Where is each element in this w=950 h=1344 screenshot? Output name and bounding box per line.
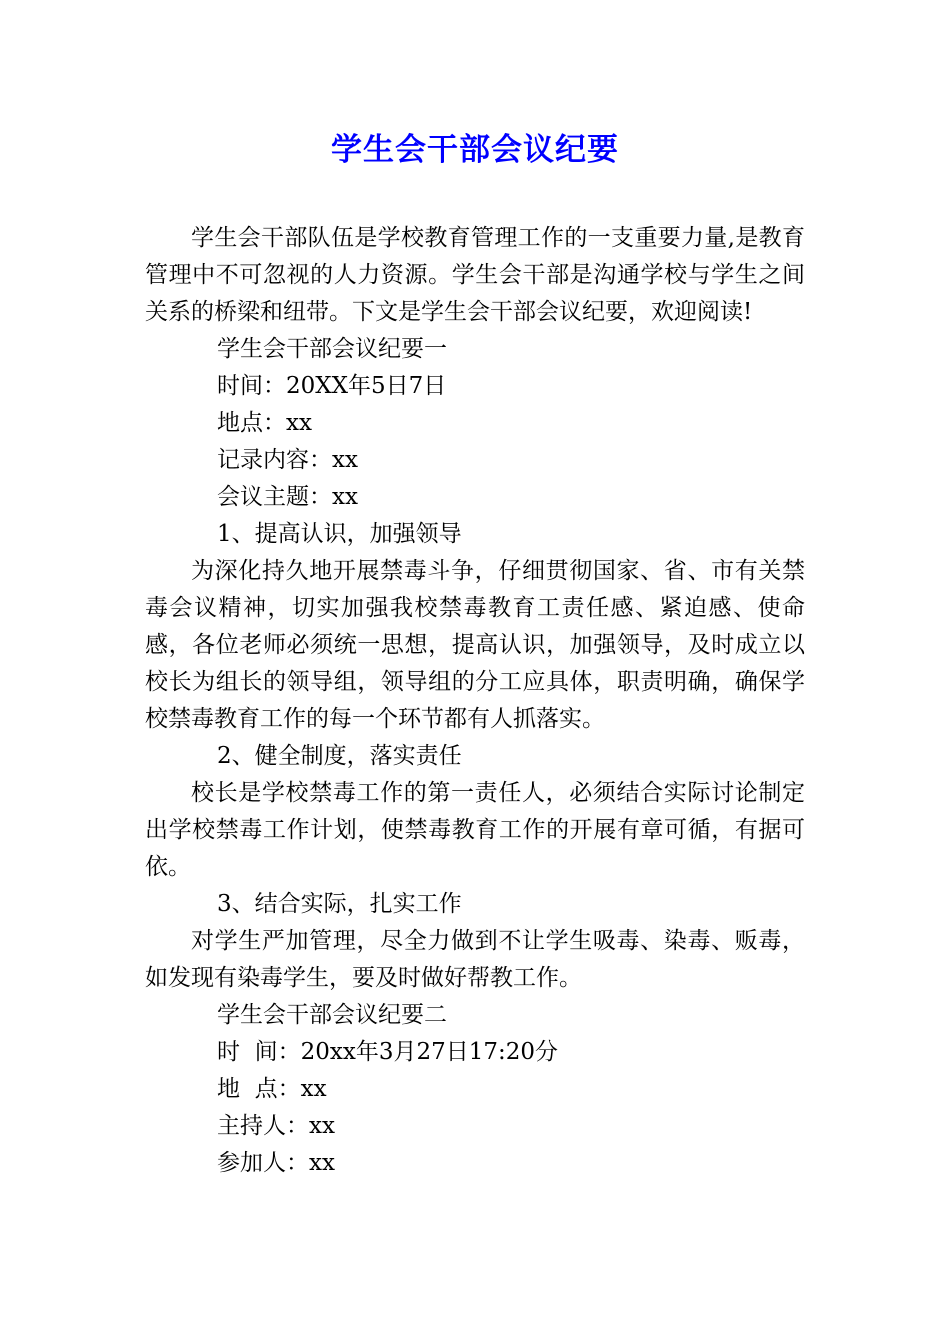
item3-heading: 3、结合实际，扎实工作 — [217, 891, 462, 917]
section2-host: 主持人：xx — [217, 1113, 335, 1139]
section1-record: 记录内容：xx — [217, 447, 358, 473]
section1-heading: 学生会干部会议纪要一 — [217, 336, 447, 362]
section2-time: 时 间：20xx年3月27日17:20分 — [217, 1039, 559, 1065]
document-title: 学生会干部会议纪要 — [331, 132, 619, 168]
document-body — [145, 220, 805, 1182]
section1-time: 时间：20XX年5日7日 — [217, 373, 447, 399]
section2-participants: 参加人：xx — [217, 1150, 335, 1176]
section2-place: 地 点：xx — [217, 1076, 327, 1102]
item2-paragraph: 校长是学校禁毒工作的第一责任人，必须结合实际讨论制定出学校禁毒工作计划，使禁毒教育工作的开展有章可循，有据可依。 — [145, 780, 805, 880]
item1-heading: 1、提高认识，加强领导 — [217, 521, 462, 547]
intro-paragraph: 学生会干部队伍是学校教育管理工作的一支重要力量,是教育管理中不可忽视的人力资源。学生会干部是沟通学校与学生之间关系的桥梁和纽带。下文是学生会干部会议纪要，欢迎阅读! — [145, 225, 805, 325]
item3-paragraph: 对学生严加管理，尽全力做到不让学生吸毒、染毒、贩毒，如发现有染毒学生，要及时做好帮教工作。 — [145, 928, 805, 991]
item2-heading: 2、健全制度，落实责任 — [217, 743, 462, 769]
item1-paragraph: 为深化持久地开展禁毒斗争，仔细贯彻国家、省、市有关禁毒会议精神，切实加强我校禁毒教育工责任感、紧迫感、使命感，各位老师必须统一思想，提高认识，加强领导，及时成立以校长为组长的领导组，领导组的分工应具体，职责明确，确保学校禁毒教育工作的每一个环节都有人抓落实。 — [145, 558, 805, 732]
section1-place: 地点：xx — [217, 410, 312, 436]
section2-heading: 学生会干部会议纪要二 — [217, 1002, 447, 1028]
section1-theme: 会议主题：xx — [217, 484, 358, 510]
